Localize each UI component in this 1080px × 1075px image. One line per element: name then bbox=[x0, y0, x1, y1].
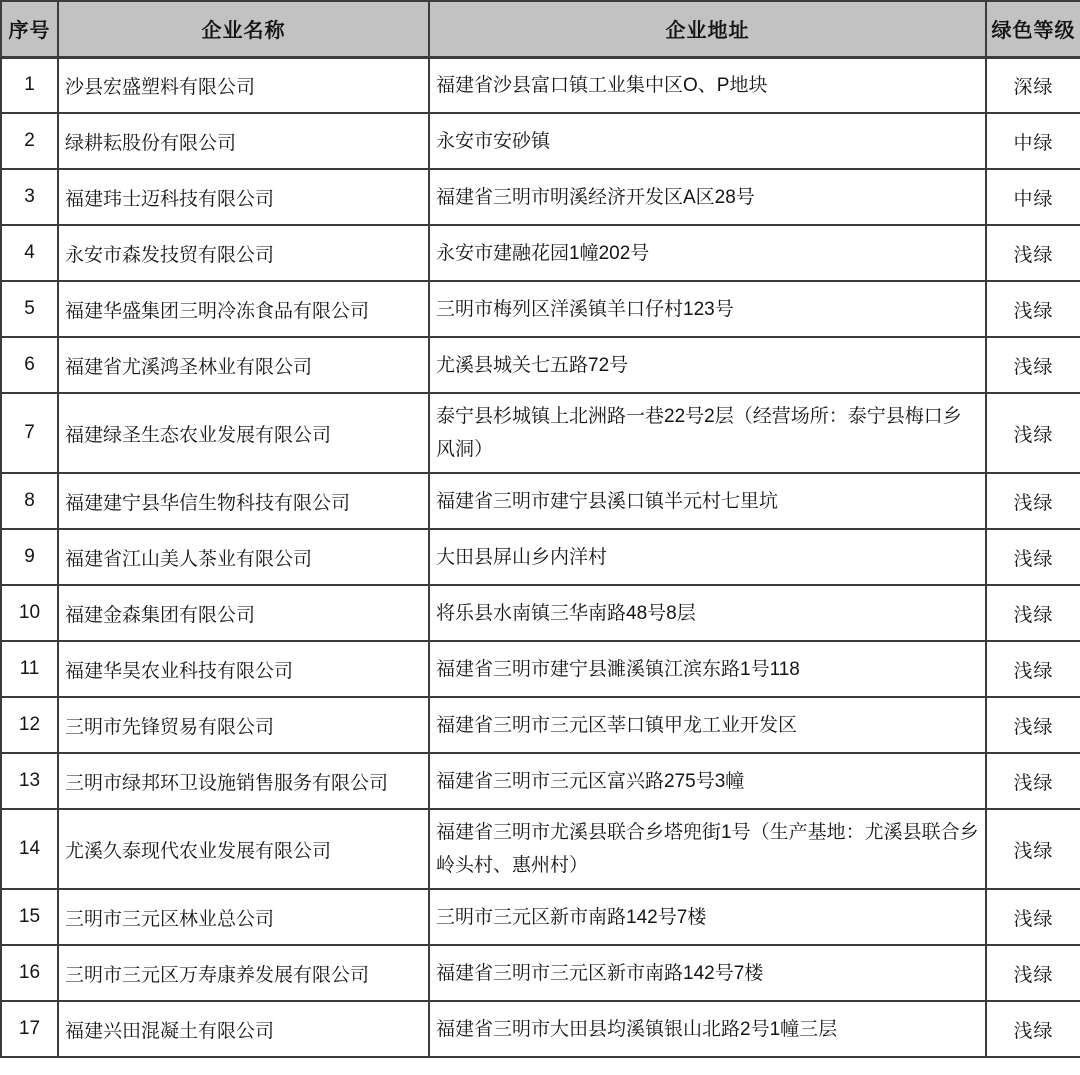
green-level-cell: 浅绿 bbox=[986, 945, 1080, 1001]
company-address-cell: 福建省三明市尤溪县联合乡塔兜街1号（生产基地：尤溪县联合乡岭头村、惠州村） bbox=[429, 809, 986, 889]
green-level-cell: 浅绿 bbox=[986, 1001, 1080, 1057]
company-address-cell: 福建省三明市建宁县濉溪镇江滨东路1号118 bbox=[429, 641, 986, 697]
row-number-cell: 2 bbox=[1, 113, 58, 169]
table-row bbox=[1, 1001, 1080, 1057]
col-header-name: 企业名称 bbox=[58, 1, 429, 57]
table-row bbox=[1, 529, 1080, 585]
col-header-address: 企业地址 bbox=[429, 1, 986, 57]
row-number-cell: 7 bbox=[1, 393, 58, 473]
header-row bbox=[1, 1, 1080, 57]
table-row bbox=[1, 225, 1080, 281]
company-address-cell: 三明市三元区新市南路142号7楼 bbox=[429, 889, 986, 945]
green-level-cell: 浅绿 bbox=[986, 585, 1080, 641]
row-number-cell: 17 bbox=[1, 1001, 58, 1057]
row-number-cell: 11 bbox=[1, 641, 58, 697]
company-name-cell: 福建兴田混凝土有限公司 bbox=[58, 1001, 429, 1057]
table-row bbox=[1, 809, 1080, 889]
row-number-cell: 8 bbox=[1, 473, 58, 529]
row-number-cell: 3 bbox=[1, 169, 58, 225]
company-address-cell: 福建省三明市三元区富兴路275号3幢 bbox=[429, 753, 986, 809]
company-name-cell: 福建华盛集团三明冷冻食品有限公司 bbox=[58, 281, 429, 337]
green-level-cell: 中绿 bbox=[986, 169, 1080, 225]
company-address-cell: 福建省三明市三元区莘口镇甲龙工业开发区 bbox=[429, 697, 986, 753]
col-header-level: 绿色等级 bbox=[986, 1, 1080, 57]
table-row bbox=[1, 57, 1080, 113]
company-name-cell: 福建绿圣生态农业发展有限公司 bbox=[58, 393, 429, 473]
company-name-cell: 福建建宁县华信生物科技有限公司 bbox=[58, 473, 429, 529]
table-row bbox=[1, 753, 1080, 809]
company-name-cell: 三明市三元区林业总公司 bbox=[58, 889, 429, 945]
row-number-cell: 13 bbox=[1, 753, 58, 809]
green-level-cell: 浅绿 bbox=[986, 889, 1080, 945]
table-row bbox=[1, 113, 1080, 169]
row-number-cell: 4 bbox=[1, 225, 58, 281]
row-number-cell: 16 bbox=[1, 945, 58, 1001]
company-name-cell: 福建玮士迈科技有限公司 bbox=[58, 169, 429, 225]
green-level-cell: 浅绿 bbox=[986, 641, 1080, 697]
row-number-cell: 15 bbox=[1, 889, 58, 945]
table-row bbox=[1, 473, 1080, 529]
row-number-cell: 1 bbox=[1, 57, 58, 113]
green-level-cell: 浅绿 bbox=[986, 225, 1080, 281]
col-header-index: 序号 bbox=[1, 1, 58, 57]
green-level-cell: 浅绿 bbox=[986, 281, 1080, 337]
company-address-cell: 泰宁县杉城镇上北洲路一巷22号2层（经营场所：泰宁县梅口乡风洞） bbox=[429, 393, 986, 473]
green-level-cell: 浅绿 bbox=[986, 697, 1080, 753]
row-number-cell: 12 bbox=[1, 697, 58, 753]
table-row bbox=[1, 889, 1080, 945]
table-row bbox=[1, 585, 1080, 641]
company-name-cell: 沙县宏盛塑料有限公司 bbox=[58, 57, 429, 113]
company-address-cell: 永安市安砂镇 bbox=[429, 113, 986, 169]
table-row bbox=[1, 945, 1080, 1001]
company-address-cell: 永安市建融花园1幢202号 bbox=[429, 225, 986, 281]
company-address-cell: 福建省三明市大田县均溪镇银山北路2号1幢三层 bbox=[429, 1001, 986, 1057]
company-name-cell: 三明市先锋贸易有限公司 bbox=[58, 697, 429, 753]
company-address-cell: 福建省三明市明溪经济开发区A区28号 bbox=[429, 169, 986, 225]
company-name-cell: 福建华昊农业科技有限公司 bbox=[58, 641, 429, 697]
company-address-cell: 福建省三明市三元区新市南路142号7楼 bbox=[429, 945, 986, 1001]
company-address-cell: 福建省沙县富口镇工业集中区O、P地块 bbox=[429, 57, 986, 113]
company-address-cell: 大田县屏山乡内洋村 bbox=[429, 529, 986, 585]
table-row bbox=[1, 281, 1080, 337]
table-row bbox=[1, 641, 1080, 697]
company-name-cell: 福建省江山美人茶业有限公司 bbox=[58, 529, 429, 585]
row-number-cell: 6 bbox=[1, 337, 58, 393]
company-name-cell: 绿耕耘股份有限公司 bbox=[58, 113, 429, 169]
green-level-cell: 深绿 bbox=[986, 57, 1080, 113]
table-row bbox=[1, 169, 1080, 225]
table-row bbox=[1, 697, 1080, 753]
green-level-cell: 中绿 bbox=[986, 113, 1080, 169]
green-level-cell: 浅绿 bbox=[986, 809, 1080, 889]
green-level-cell: 浅绿 bbox=[986, 753, 1080, 809]
company-name-cell: 永安市森发技贸有限公司 bbox=[58, 225, 429, 281]
green-level-cell: 浅绿 bbox=[986, 337, 1080, 393]
company-address-cell: 将乐县水南镇三华南路48号8层 bbox=[429, 585, 986, 641]
company-name-cell: 福建金森集团有限公司 bbox=[58, 585, 429, 641]
row-number-cell: 14 bbox=[1, 809, 58, 889]
row-number-cell: 5 bbox=[1, 281, 58, 337]
row-number-cell: 9 bbox=[1, 529, 58, 585]
green-level-cell: 浅绿 bbox=[986, 393, 1080, 473]
company-name-cell: 三明市三元区万寿康养发展有限公司 bbox=[58, 945, 429, 1001]
company-name-cell: 三明市绿邦环卫设施销售服务有限公司 bbox=[58, 753, 429, 809]
green-level-cell: 浅绿 bbox=[986, 529, 1080, 585]
company-address-cell: 尤溪县城关七五路72号 bbox=[429, 337, 986, 393]
company-name-cell: 福建省尤溪鸿圣林业有限公司 bbox=[58, 337, 429, 393]
table-row bbox=[1, 337, 1080, 393]
table-row bbox=[1, 393, 1080, 473]
company-name-cell: 尤溪久泰现代农业发展有限公司 bbox=[58, 809, 429, 889]
company-address-cell: 福建省三明市建宁县溪口镇半元村七里坑 bbox=[429, 473, 986, 529]
green-level-cell: 浅绿 bbox=[986, 473, 1080, 529]
row-number-cell: 10 bbox=[1, 585, 58, 641]
company-address-cell: 三明市梅列区洋溪镇羊口仔村123号 bbox=[429, 281, 986, 337]
